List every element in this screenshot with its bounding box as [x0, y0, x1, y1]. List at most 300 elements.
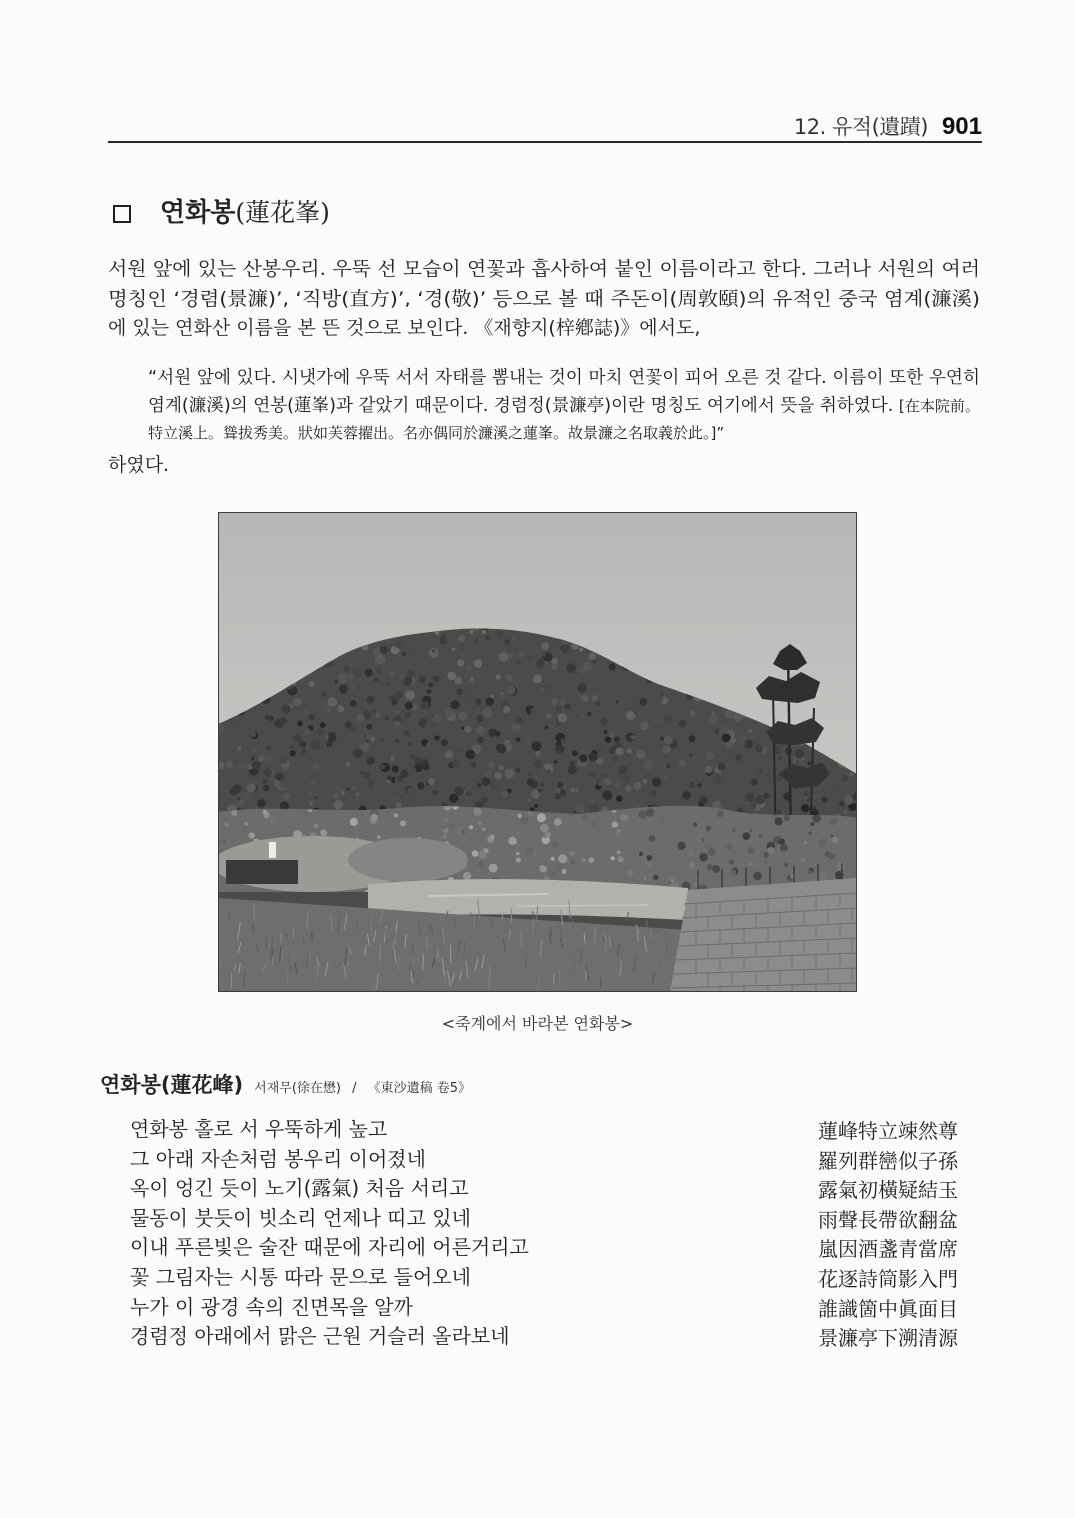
foliage-dot	[447, 672, 456, 681]
foliage-dot	[706, 752, 715, 761]
foliage-dot	[690, 710, 696, 716]
midground-dot	[558, 854, 567, 863]
foliage-dot	[551, 699, 558, 706]
midground-dot	[818, 838, 826, 846]
midground-dot	[472, 850, 478, 856]
foliage-dot	[495, 631, 503, 639]
foliage-dot	[516, 737, 520, 741]
midground-dot	[748, 862, 752, 866]
foliage-dot	[626, 711, 635, 720]
foliage-dot	[603, 778, 611, 786]
foliage-dot	[580, 714, 584, 718]
foliage-dot	[410, 753, 416, 759]
poem-korean-line	[130, 1233, 730, 1263]
foliage-dot	[308, 792, 311, 795]
midground-dot	[644, 862, 647, 865]
midground-dot	[784, 863, 788, 867]
foliage-dot	[619, 766, 628, 775]
foliage-dot	[427, 689, 432, 694]
grass-blade	[365, 949, 366, 956]
foliage-dot	[405, 690, 415, 700]
quote-line-text: “서원 앞에 있다. 시냇가에 우뚝 서서 자태를 뽐내는 것이 마치 연꽃이 피어 오른 것 같다. 이름이 또한 우연히	[148, 368, 980, 388]
foliage-dot	[458, 712, 467, 721]
poem-korean-text: 누가 이 광경 속의 진면목을 알까	[130, 1294, 413, 1319]
foliage-dot	[669, 698, 673, 702]
foliage-dot	[709, 715, 718, 724]
foliage-dot	[367, 780, 376, 789]
foliage-dot	[357, 735, 367, 745]
photo-yeonhwabong	[218, 512, 857, 992]
foliage-dot	[511, 723, 520, 732]
foliage-dot	[392, 700, 397, 705]
midground-dot	[607, 850, 611, 854]
foliage-dot	[808, 762, 811, 765]
foliage-dot	[530, 807, 535, 812]
foliage-dot	[588, 653, 595, 660]
foliage-dot	[659, 783, 662, 786]
foliage-dot	[528, 799, 532, 803]
midground-dot	[242, 827, 248, 833]
foliage-dot	[560, 700, 565, 705]
midground-dot	[627, 870, 633, 876]
foliage-dot	[454, 677, 462, 685]
foliage-dot	[535, 751, 541, 757]
foliage-dot	[450, 700, 459, 709]
foliage-dot	[247, 783, 256, 792]
midground-dot	[520, 816, 528, 824]
foliage-dot	[725, 710, 734, 719]
grass-blade	[484, 939, 485, 945]
poem-hanja	[818, 1117, 962, 1354]
foliage-dot	[257, 799, 265, 807]
foliage-dot	[347, 788, 350, 791]
foliage-dot	[689, 756, 696, 763]
midground-dot	[320, 829, 327, 836]
midground-dot	[570, 851, 575, 856]
foliage-dot	[327, 741, 333, 747]
foliage-dot	[290, 750, 296, 756]
midground-dot	[706, 864, 713, 871]
entry-title-korean: 연화봉	[160, 198, 236, 228]
grass-blade	[267, 937, 268, 950]
midground-dot	[790, 874, 795, 879]
midground-dot	[696, 816, 702, 822]
midground-dot	[594, 847, 599, 852]
midground-dot	[516, 829, 523, 836]
foliage-dot	[387, 638, 394, 645]
foliage-dot	[387, 776, 392, 781]
foliage-dot	[499, 652, 509, 662]
foliage-dot	[363, 772, 370, 779]
midground-dot	[516, 857, 521, 862]
midground-dot	[759, 834, 763, 838]
foliage-dot	[496, 674, 501, 679]
foliage-dot	[237, 746, 241, 750]
poem-korean	[130, 1115, 730, 1352]
midground-dot	[831, 837, 838, 844]
foliage-dot	[776, 776, 781, 781]
poem-separator: /	[352, 1081, 357, 1096]
foliage-dot	[552, 664, 558, 670]
foliage-dot	[404, 711, 412, 719]
foliage-dot	[310, 740, 320, 750]
foliage-dot	[531, 741, 541, 751]
midground-dot	[837, 862, 845, 870]
midground-dot	[801, 858, 806, 863]
grass-blade	[282, 951, 283, 962]
foliage-dot	[357, 714, 365, 722]
midground-dot	[649, 835, 656, 842]
poem-hanja-text: 蓮峰特立竦然尊	[818, 1119, 958, 1143]
foliage-dot	[282, 705, 291, 714]
midground-dot	[543, 862, 547, 866]
foliage-dot	[592, 695, 598, 701]
foliage-dot	[565, 703, 571, 709]
poem-title: 연화봉(蓮花峰)	[100, 1073, 244, 1097]
foliage-dot	[428, 778, 435, 785]
foliage-dot	[671, 778, 680, 787]
foliage-dot	[432, 649, 436, 653]
foliage-dot	[560, 789, 566, 795]
foliage-dot	[237, 797, 241, 801]
foliage-dot	[622, 775, 630, 783]
foliage-dot	[435, 769, 438, 772]
foliage-dot	[372, 710, 376, 714]
running-head	[794, 112, 982, 142]
poem-hanja-text: 雨聲長帶欲翻盆	[818, 1207, 958, 1232]
foliage-dot	[426, 743, 431, 748]
foliage-dot	[750, 802, 757, 809]
foliage-dot	[749, 729, 753, 733]
foliage-dot	[812, 793, 818, 799]
foliage-dot	[558, 713, 567, 722]
foliage-dot	[381, 765, 385, 769]
foliage-dot	[516, 768, 521, 773]
midground-dot	[767, 847, 774, 854]
intro-line	[108, 285, 980, 315]
foliage-dot	[527, 778, 534, 785]
foliage-dot	[452, 648, 456, 652]
foliage-dot	[560, 644, 570, 654]
foliage-dot	[488, 761, 495, 768]
foliage-dot	[575, 789, 578, 792]
midground-dot	[457, 808, 461, 812]
foliage-dot	[278, 787, 281, 790]
foliage-dot	[421, 701, 430, 710]
foliage-dot	[555, 705, 562, 712]
midground-dot	[748, 847, 755, 854]
foliage-dot	[488, 728, 497, 737]
foliage-dot	[515, 717, 522, 724]
foliage-dot	[663, 745, 671, 753]
foliage-dot	[633, 782, 641, 790]
foliage-dot	[468, 681, 471, 684]
grass-blade	[317, 965, 318, 977]
foliage-dot	[660, 692, 663, 695]
midground-dot	[829, 853, 836, 860]
poem-hanja-line	[818, 1265, 962, 1295]
foliage-dot	[507, 686, 515, 694]
foliage-dot	[233, 784, 242, 793]
foliage-dot	[428, 682, 433, 687]
midground-dot	[699, 853, 708, 862]
foliage-dot	[795, 749, 804, 758]
foliage-dot	[849, 772, 853, 776]
midground-dot	[753, 872, 762, 881]
midground-dot	[830, 818, 838, 826]
foliage-dot	[755, 744, 764, 753]
midground-dot	[545, 831, 551, 837]
midground-dot	[727, 844, 733, 850]
foliage-dot	[366, 696, 374, 704]
midground-dot	[804, 841, 808, 845]
midground-dot	[588, 857, 594, 863]
midground-dot	[712, 865, 720, 873]
foliage-dot	[226, 761, 234, 769]
poem-korean-text: 옥이 엉긴 듯이 노기(露氣) 처음 서리고	[130, 1176, 469, 1201]
entry-title	[160, 194, 330, 232]
grass-blade	[310, 952, 311, 961]
foliage-dot	[689, 735, 696, 742]
midground-dot	[582, 858, 587, 863]
poem-hanja-line	[818, 1147, 962, 1177]
foliage-dot	[434, 735, 439, 740]
foliage-dot	[534, 804, 538, 808]
foliage-dot	[751, 779, 755, 783]
poem-korean-line	[130, 1322, 730, 1352]
midground-dot	[676, 807, 680, 811]
grass-blade	[286, 933, 287, 940]
foliage-dot	[539, 767, 546, 774]
foliage-dot	[720, 725, 729, 734]
poem-korean-line	[130, 1293, 730, 1323]
foliage-dot	[545, 726, 549, 730]
midground-dot	[400, 820, 406, 826]
foliage-dot	[679, 760, 686, 767]
foliage-dot	[546, 713, 552, 719]
midground-dot	[591, 821, 597, 827]
foliage-dot	[317, 728, 324, 735]
foliage-dot	[334, 800, 344, 810]
foliage-dot	[350, 726, 356, 732]
photo-caption: <죽계에서 바라본 연화봉>	[441, 1014, 634, 1033]
foliage-dot	[509, 654, 513, 658]
foliage-dot	[263, 768, 272, 777]
intro-line-text: 에 있는 연화산 이름을 본 뜬 것으로 보인다. 《재향지(梓鄕誌)》에서도,	[108, 317, 701, 339]
foliage-dot	[334, 680, 338, 684]
midground-dot	[548, 871, 555, 878]
foliage-dot	[224, 798, 232, 806]
foliage-dot	[581, 809, 584, 812]
foliage-dot	[375, 712, 381, 718]
foliage-dot	[501, 692, 504, 695]
midground-dot	[303, 811, 309, 817]
foliage-dot	[630, 697, 636, 703]
foliage-dot	[408, 742, 411, 745]
foliage-dot	[713, 776, 722, 785]
foliage-dot	[408, 649, 416, 657]
poem-source: 《東沙遺稿 卷5》	[367, 1081, 471, 1096]
midground-dot	[526, 847, 534, 855]
foliage-dot	[251, 732, 256, 737]
foliage-dot	[589, 752, 598, 761]
foliage-dot	[390, 756, 395, 761]
foliage-dot	[395, 739, 400, 744]
foliage-dot	[579, 754, 587, 762]
foliage-dot	[531, 790, 540, 799]
foliage-dot	[659, 698, 663, 702]
foliage-dot	[595, 702, 600, 707]
foliage-dot	[457, 659, 464, 666]
poem-hanja-line	[818, 1235, 962, 1265]
foliage-dot	[605, 737, 611, 743]
foliage-dot	[554, 760, 557, 763]
midground-dot	[732, 829, 735, 832]
midground-dot	[689, 862, 694, 867]
foliage-dot	[432, 790, 438, 796]
foliage-dot	[744, 740, 753, 749]
quote-hanja-text: 特立溪上。聳拔秀美。狀如芙蓉擢出。名亦偶同於濂溪之蓮峯。故景濂之名取義於此。]”	[148, 424, 725, 442]
midground-dot	[730, 870, 736, 876]
foliage-dot	[405, 702, 413, 710]
poem-heading	[100, 1070, 471, 1100]
foliage-dot	[334, 793, 339, 798]
entry-title-hanja: (蓮花峯)	[235, 198, 330, 227]
foliage-dot	[461, 727, 464, 730]
foliage-dot	[522, 736, 532, 746]
foliage-dot	[365, 669, 373, 677]
foliage-dot	[502, 791, 509, 798]
foliage-dot	[529, 773, 532, 776]
foliage-dot	[534, 760, 542, 768]
foliage-dot	[290, 744, 295, 749]
foliage-dot	[476, 715, 483, 722]
foliage-dot	[238, 764, 244, 770]
foliage-dot	[482, 630, 486, 634]
midground-dot	[222, 839, 226, 843]
foliage-dot	[496, 744, 503, 751]
foliage-dot	[511, 636, 515, 640]
poem-korean-text: 그 아래 자손처럼 봉우리 이어졌네	[130, 1146, 426, 1171]
poem-hanja-line	[818, 1117, 962, 1147]
foliage-dot	[680, 772, 685, 777]
foliage-dot	[372, 648, 381, 657]
foliage-dot	[366, 757, 374, 765]
foliage-dot	[456, 688, 463, 695]
foliage-dot	[263, 779, 268, 784]
midground-dot	[779, 839, 785, 845]
foliage-dot	[625, 785, 631, 791]
intro-paragraph	[108, 255, 980, 344]
foliage-dot	[282, 787, 286, 791]
midground-dot	[350, 818, 358, 826]
midground-dot	[473, 808, 481, 816]
page-number: 901	[941, 113, 982, 140]
midground-dot	[617, 856, 623, 862]
foliage-dot	[312, 793, 317, 798]
foliage-dot	[345, 762, 350, 767]
midground-dot	[516, 852, 520, 856]
foliage-dot	[609, 733, 614, 738]
foliage-dot	[503, 761, 507, 765]
midground-dot	[638, 810, 647, 819]
poem-korean-line	[130, 1204, 730, 1234]
poem-korean-line	[130, 1263, 730, 1293]
foliage-dot	[445, 708, 454, 717]
midground-dot	[819, 872, 826, 879]
quote-line	[148, 364, 980, 392]
foliage-dot	[540, 783, 544, 787]
foliage-dot	[777, 810, 781, 814]
foliage-dot	[251, 757, 255, 761]
foliage-dot	[777, 756, 782, 761]
quote-line-text: 염계(濂溪)의 연봉(蓮峯)과 같았기 때문이다. 경렴정(景濂亭)이란 명칭도 여기에서 뜻을 취하였다.	[148, 396, 894, 416]
foliage-dot	[459, 644, 466, 651]
foliage-dot	[507, 789, 512, 794]
poem-hanja-text: 露氣初橫疑結玉	[818, 1178, 958, 1203]
midground-dot	[611, 856, 615, 860]
foliage-dot	[616, 747, 624, 755]
foliage-dot	[324, 735, 329, 740]
foliage-dot	[643, 779, 648, 784]
foliage-dot	[280, 717, 287, 724]
foliage-dot	[664, 777, 668, 781]
foliage-dot	[474, 659, 482, 667]
midground-dot	[469, 825, 473, 829]
midground-dot	[449, 823, 456, 830]
foliage-dot	[232, 722, 239, 729]
foliage-dot	[735, 754, 742, 761]
foliage-dot	[839, 801, 845, 807]
grass-blade	[656, 962, 657, 969]
foliage-dot	[679, 720, 686, 727]
poem-hanja-line	[818, 1176, 962, 1206]
foliage-dot	[485, 635, 490, 640]
foliage-dot	[689, 782, 695, 788]
midground-dot	[706, 826, 712, 832]
midground-dot	[647, 855, 652, 860]
foliage-dot	[393, 709, 400, 716]
poem-hanja-text: 羅列群巒似子孫	[818, 1148, 958, 1173]
poem-korean-line	[130, 1115, 730, 1145]
foliage-dot	[543, 685, 552, 694]
foliage-dot	[482, 708, 492, 718]
foliage-dot	[503, 706, 510, 713]
foliage-dot	[404, 730, 410, 736]
midground-dot	[717, 810, 724, 817]
foliage-dot	[304, 710, 307, 713]
midground-dot	[670, 878, 674, 882]
foliage-dot	[415, 757, 422, 764]
foliage-dot	[541, 642, 549, 650]
midground-dot	[540, 824, 549, 833]
foliage-dot	[579, 768, 589, 778]
foliage-dot	[546, 769, 551, 774]
foliage-dot	[324, 703, 328, 707]
foliage-dot	[309, 801, 313, 805]
midground-dot	[646, 808, 654, 816]
foliage-dot	[270, 799, 273, 802]
foliage-dot	[477, 737, 484, 744]
header-rule	[108, 141, 982, 143]
foliage-dot	[385, 717, 389, 721]
left-shrubs	[348, 838, 468, 882]
foliage-dot	[466, 750, 476, 760]
foliage-dot	[822, 796, 828, 802]
midground-dot	[460, 828, 467, 835]
foliage-dot	[252, 761, 261, 770]
foliage-dot	[407, 788, 415, 796]
